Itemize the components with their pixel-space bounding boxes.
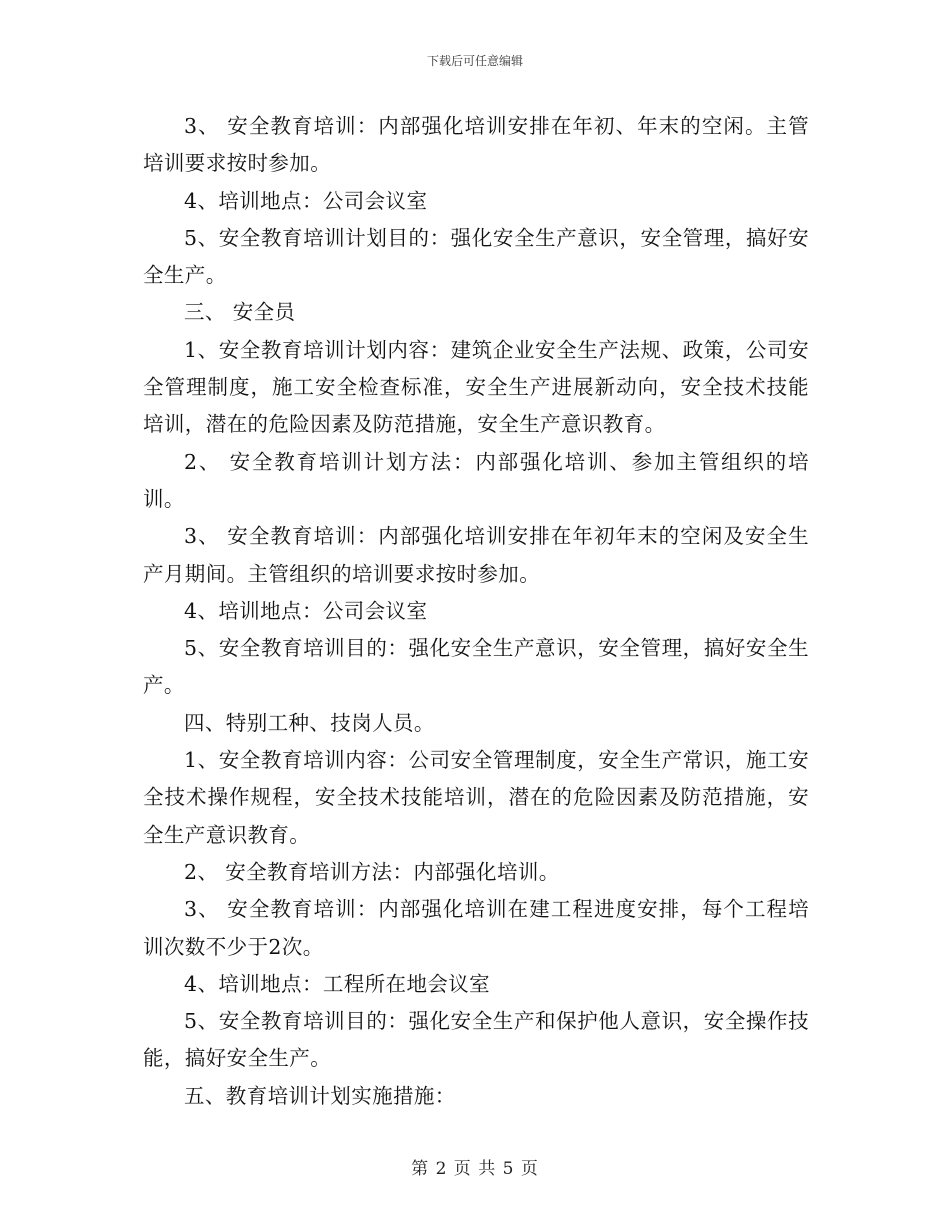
page-footer: 第 2 页 共 5 页: [411, 1159, 539, 1179]
section-heading: 四、特别工种、技岗人员。: [184, 710, 435, 735]
paragraph: 5、安全教育培训目的：强化安全生产和保护他人意识，安全操作技能，搞好安全生产。: [143, 1009, 809, 1071]
paragraph: 3、 安全教育培训：内部强化培训安排在年初年末的空闲及安全生产月期间。主管组织的培训要求按时参加。: [143, 524, 809, 586]
paragraph: 4、培训地点：公司会议室: [184, 598, 428, 623]
paragraph: 5、安全教育培训计划目的：强化安全生产意识，安全管理，搞好安全生产。: [143, 225, 809, 288]
paragraph: 4、培训地点：工程所在地会议室: [184, 971, 491, 996]
document-body: [143, 108, 809, 1115]
paragraph: 2、 安全教育培训计划方法：内部强化培训、参加主管组织的培训。: [143, 449, 809, 511]
paragraph: 4、培训地点：公司会议室: [184, 188, 428, 213]
paragraph: 1、安全教育培训内容：公司安全管理制度，安全生产常识，施工安全技术操作规程，安全技术技能培训，潜在的危险因素及防范措施，安全生产意识教育。: [143, 748, 809, 847]
section-heading: 三、 安全员: [184, 300, 296, 325]
paragraph: 2、 安全教育培训方法：内部强化培训。: [184, 859, 560, 884]
paragraph: 3、 安全教育培训：内部强化培训在建工程进度安排，每个工程培训次数不少于2次。: [143, 897, 809, 959]
page-header: 下载后可任意编辑: [426, 54, 523, 68]
paragraph: 5、安全教育培训目的：强化安全生产意识，安全管理，搞好安全生产。: [143, 636, 809, 698]
paragraph: 3、 安全教育培训：内部强化培训安排在年初、年末的空闲。主管培训要求按时参加。: [143, 114, 809, 176]
paragraph: 1、安全教育培训计划内容：建筑企业安全生产法规、政策，公司安全管理制度，施工安全检查标准，安全生产进展新动向，安全技术技能培训，潜在的危险因素及防范措施，安全生产意识教育。: [143, 337, 809, 437]
section-heading: 五、教育培训计划实施措施：: [184, 1083, 456, 1108]
